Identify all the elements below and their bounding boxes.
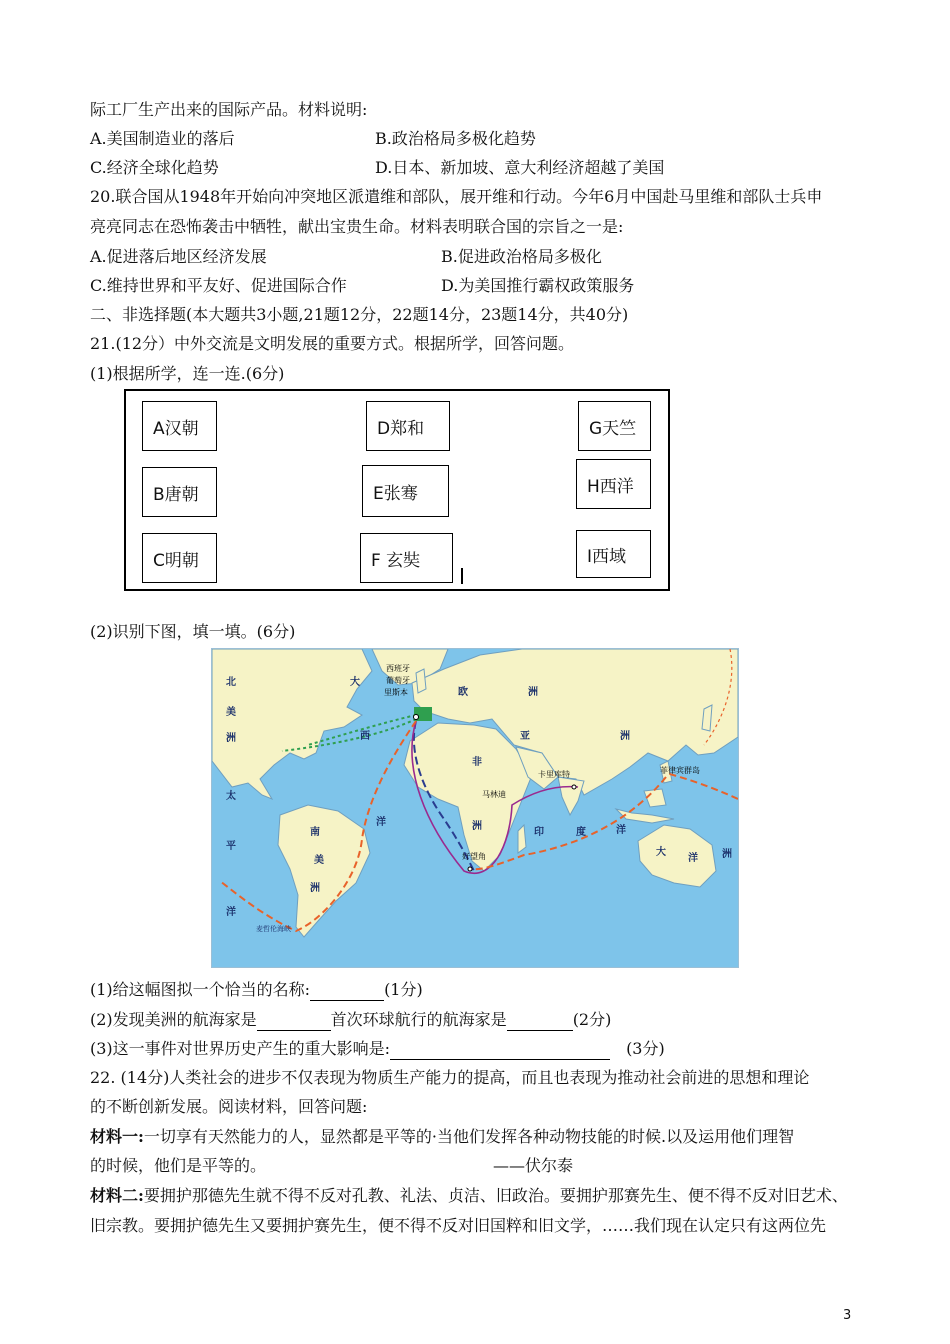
lisbon-marker xyxy=(414,715,419,720)
q21-sub2-text2: 首次环球航行的航海家是 xyxy=(330,1010,507,1029)
q21-sub1 xyxy=(90,980,423,1001)
map-label: 洋 xyxy=(226,907,236,918)
q20-stem-line2: 亮亮同志在恐怖袭击中牺牲，献出宝贵生命。材料表明联合国的宗旨之一是: xyxy=(90,217,624,236)
q20-option-b: B.促进政治格局多极化 xyxy=(441,247,602,266)
q19-option-c: C.经济全球化趋势 xyxy=(90,158,219,177)
q21-part2: (2)识别下图，填一填。(6分) xyxy=(90,622,296,641)
match-box-b[interactable]: B唐朝 xyxy=(142,467,217,517)
map-label: 麦哲伦海峡 xyxy=(256,925,291,933)
q21-sub1-text: (1)给这幅图拟一个恰当的名称: xyxy=(90,980,311,999)
match-box-d[interactable]: D郑和 xyxy=(366,401,450,451)
q21-sub1-points: (1分) xyxy=(384,980,423,999)
material1-source: ——伏尔泰 xyxy=(493,1156,574,1175)
text-cursor xyxy=(461,568,463,584)
new-route-map xyxy=(211,648,739,968)
land-australia xyxy=(638,825,716,887)
answer-blank[interactable] xyxy=(390,1039,610,1060)
land-britain xyxy=(416,669,426,693)
q20-stem-line1: 20.联合国从1948年开始向冲突地区派遣维和部队，展开维和行动。今年6月中国赴马里维和部队士兵申 xyxy=(90,187,823,206)
map-label: 洋 xyxy=(688,853,698,864)
q22-stem-line2: 的不断创新发展。阅读材料，回答问题: xyxy=(90,1097,368,1116)
map-label: 印 xyxy=(534,827,544,838)
map-label: 洲 xyxy=(310,883,320,894)
section2-heading: 二、非选择题(本大题共3小题,21题12分，22题14分，23题14分，共40分) xyxy=(90,305,629,324)
map-label: 洲 xyxy=(722,849,732,860)
material2-text: 要拥护那德先生就不得不反对孔教、礼法、贞洁、旧政治。要拥护那赛先生、便不得不反对旧艺术、 xyxy=(143,1186,848,1205)
q20-option-a: A.促进落后地区经济发展 xyxy=(90,247,267,266)
q21-sub2-points: (2分) xyxy=(572,1010,612,1029)
answer-blank[interactable] xyxy=(310,980,384,1001)
map-label: 度 xyxy=(576,827,586,838)
q21-part1: (1)根据所学，连一连.(6分) xyxy=(90,364,285,383)
material1-label: 材料一: xyxy=(90,1127,144,1146)
q22-material1 xyxy=(90,1127,794,1147)
q21-sub3-text: (3)这一事件对世界历史产生的重大影响是: xyxy=(90,1039,391,1058)
map-label: 洲 xyxy=(528,687,538,698)
q22-stem-line1: 22. (14分)人类社会的进步不仅表现为物质生产能力的提高，而且也表现为推动社会前进的思想和理论 xyxy=(90,1068,810,1087)
q20-option-c: C.维持世界和平友好、促进国际合作 xyxy=(90,276,347,295)
page-number: 3 xyxy=(843,1308,852,1323)
map-label: 洲 xyxy=(620,731,630,742)
q21-sub2-text: (2)发现美洲的航海家是 xyxy=(90,1010,257,1029)
q19-option-a: A.美国制造业的落后 xyxy=(90,129,235,148)
map-label: 葡萄牙 xyxy=(386,676,410,685)
map-label: 平 xyxy=(226,841,236,852)
answer-blank[interactable] xyxy=(257,1010,331,1031)
map-label: 洋 xyxy=(376,817,386,828)
q19-stem-tail: 际工厂生产出来的国际产品。材料说明: xyxy=(90,100,368,119)
q20-option-d: D.为美国推行霸权政策服务 xyxy=(441,276,635,295)
map-label: 西 xyxy=(360,731,370,742)
map-label: 大 xyxy=(656,847,666,858)
match-box-a[interactable]: A汉朝 xyxy=(142,401,217,451)
material2-label: 材料二: xyxy=(90,1186,144,1205)
map-label: 非 xyxy=(472,757,482,768)
map-label: 好望角 xyxy=(462,852,486,861)
map-label: 亚 xyxy=(520,731,530,742)
match-box-g[interactable]: G天竺 xyxy=(578,401,651,451)
q21-sub3 xyxy=(90,1039,665,1060)
map-label: 大 xyxy=(350,677,360,688)
material1-text: 一切享有天然能力的人，显然都是平等的·当他们发挥各种动物技能的时候.以及运用他们理智 xyxy=(143,1127,795,1146)
land-madagascar xyxy=(518,825,526,853)
map-label: 太 xyxy=(226,791,236,802)
land-south-america xyxy=(278,805,370,937)
answer-blank[interactable] xyxy=(507,1010,573,1031)
q22-material2 xyxy=(90,1186,848,1206)
q21-sub2 xyxy=(90,1010,611,1031)
map-svg xyxy=(212,649,738,967)
map-label: 里斯本 xyxy=(384,688,408,697)
map-label: 马林迪 xyxy=(482,790,506,799)
map-label: 洲 xyxy=(472,821,482,832)
map-label: 卡里库特 xyxy=(538,770,570,779)
match-box-i[interactable]: I西域 xyxy=(576,530,651,578)
map-label: 西班牙 xyxy=(386,664,410,673)
land-india xyxy=(558,777,584,815)
cape-marker xyxy=(468,867,472,871)
land-africa xyxy=(404,723,532,871)
q22-material1-line2: 的时候，他们是平等的。 xyxy=(90,1156,267,1175)
match-box-f[interactable]: F 玄奘 xyxy=(360,533,453,583)
q21-stem: 21.(12分）中外交流是文明发展的重要方式。根据所学，回答问题。 xyxy=(90,334,575,353)
map-label: 美 xyxy=(314,855,324,866)
q19-option-b: B.政治格局多极化趋势 xyxy=(375,129,536,148)
map-label: 美 xyxy=(226,707,236,718)
map-label: 南 xyxy=(310,827,320,838)
q19-option-d: D.日本、新加坡、意大利经济超越了美国 xyxy=(375,158,665,177)
land-north-america xyxy=(212,649,372,799)
calicut-marker xyxy=(572,785,576,789)
match-box-e[interactable]: E张骞 xyxy=(362,465,449,517)
map-label: 欧 xyxy=(458,687,468,698)
q22-material2-line2: 旧宗教。要拥护德先生又要拥护赛先生，便不得不反对旧国粹和旧文学，……我们现在认定只有这两位先 xyxy=(90,1216,827,1235)
match-box-c[interactable]: C明朝 xyxy=(142,533,217,583)
map-label: 洲 xyxy=(226,733,236,744)
map-label: 菲律宾群岛 xyxy=(660,766,700,775)
q21-sub3-points: (3分) xyxy=(626,1039,665,1058)
map-label: 洋 xyxy=(616,825,626,836)
map-label: 北 xyxy=(226,677,236,688)
match-box-h[interactable]: H西洋 xyxy=(576,459,651,509)
